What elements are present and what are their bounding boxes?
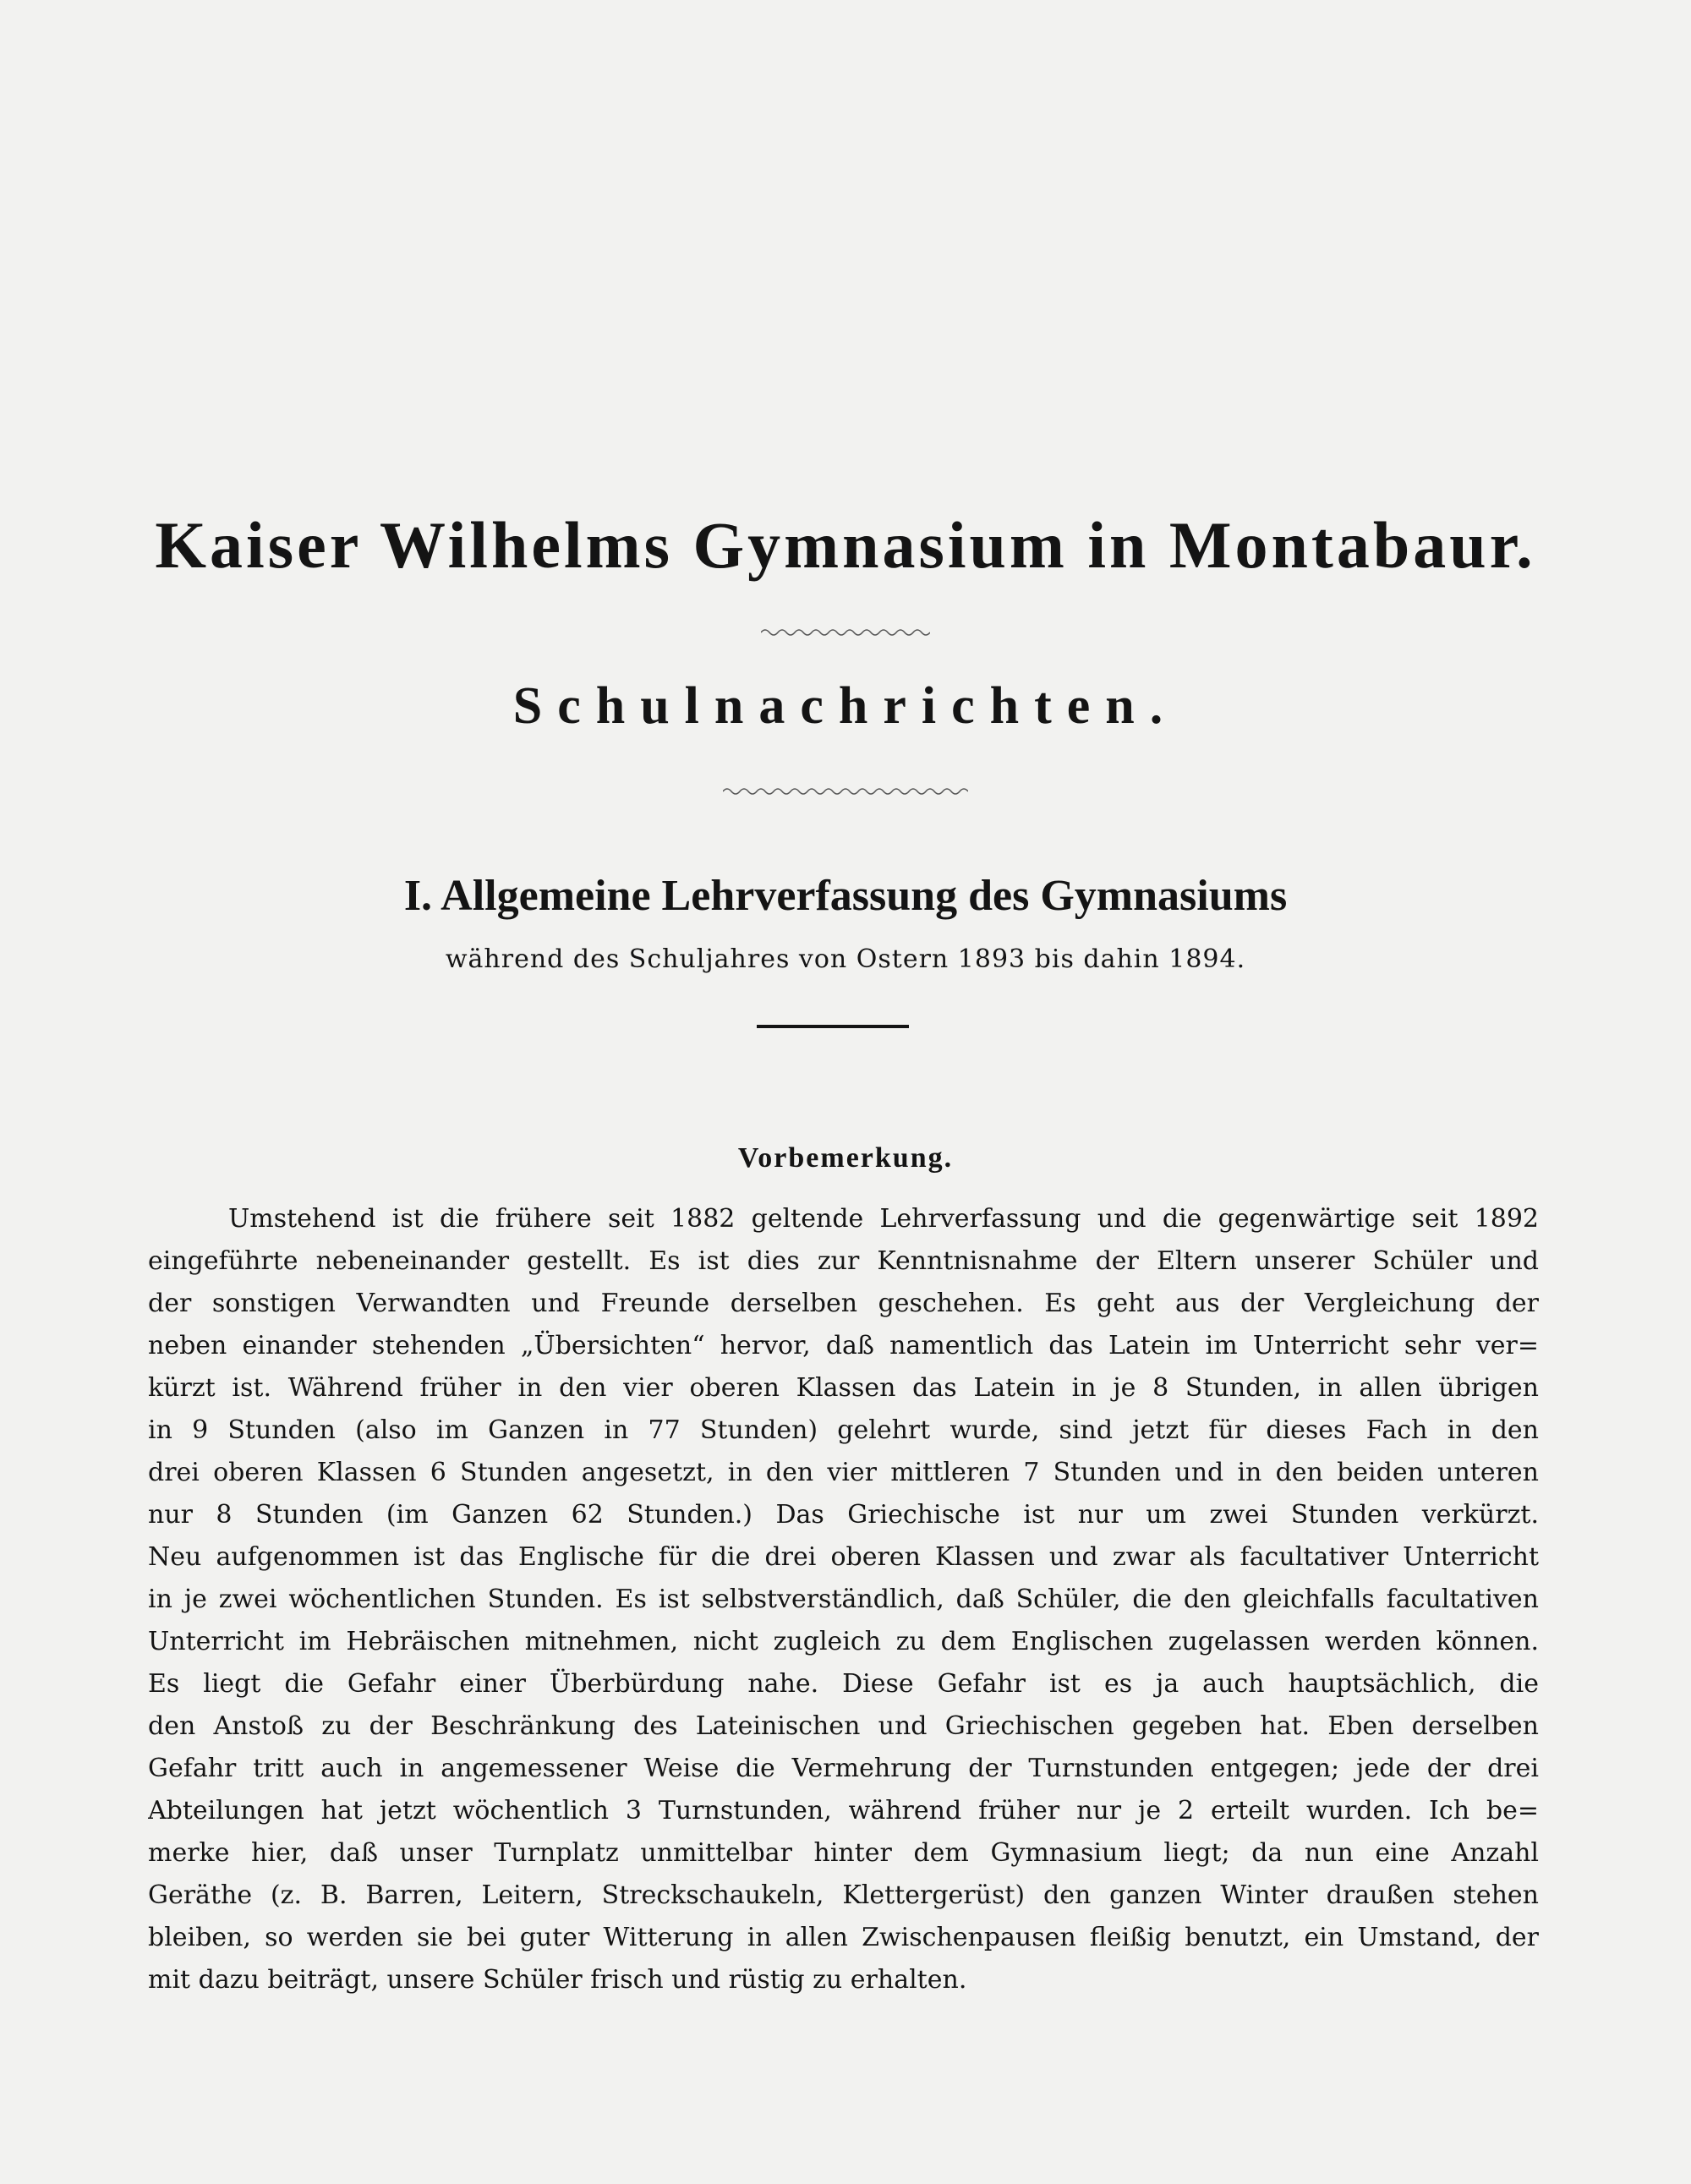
section-heading: I. Allgemeine Lehrverfassung des Gymnasiums [403, 872, 1288, 920]
text-line: Gefahr tritt auch in angemessener Weise die Vermehrung der Turnstunden entgegen; jede der drei [148, 1754, 1539, 1783]
text-line: kürzt ist. Während früher in den vier oberen Klassen das Latein in je 8 Stunden, in allen übrigen [148, 1373, 1539, 1403]
remark-body [148, 1198, 1539, 2001]
text-line: Umstehend ist die frühere seit 1882 geltende Lehrverfassung und die gegenwärtige seit 1892 [228, 1204, 1539, 1234]
wavy-divider [0, 785, 1691, 801]
text-line: Es liegt die Gefahr einer Überbürdung nahe. Diese Gefahr ist es ja auch hauptsächlich, die [148, 1669, 1539, 1699]
text-line: merke hier, daß unser Turnplatz unmittelbar hinter dem Gymnasium liegt; da nun eine Anzahl [148, 1838, 1539, 1868]
text-line: Neu aufgenommen ist das Englische für die drei oberen Klassen und zwar als facultativer Unterricht [148, 1542, 1539, 1572]
remark-heading: Vorbemerkung. [737, 1142, 954, 1174]
text-line: eingeführte nebeneinander gestellt. Es ist dies zur Kenntnisnahme der Eltern unserer Schüler und [148, 1246, 1539, 1276]
document-subtitle: Schulnachrichten. [512, 677, 1179, 735]
text-line: in 9 Stunden (also im Ganzen in 77 Stunden) gelehrt wurde, sind jetzt für dieses Fach in den [148, 1415, 1539, 1445]
wavy-divider [0, 626, 1691, 642]
text-line: mit dazu beiträgt, unsere Schüler frisch und rüstig zu erhalten. [148, 1965, 967, 1995]
text-line: Unterricht im Hebräischen mitnehmen, nicht zugleich zu dem Englischen zugelassen werden können. [148, 1627, 1539, 1656]
document-title: Kaiser Wilhelms Gymnasium in Montabaur. [155, 508, 1536, 582]
text-line: Abteilungen hat jetzt wöchentlich 3 Turnstunden, während früher nur je 2 erteilt wurden. Ich be= [148, 1796, 1539, 1825]
text-line: der sonstigen Verwandten und Freunde derselben geschehen. Es geht aus der Vergleichung der [148, 1289, 1539, 1318]
text-line: bleiben, so werden sie bei guter Witterung in allen Zwischenpausen fleißig benutzt, ein Umstand, der [148, 1923, 1539, 1952]
text-line: Geräthe (z. B. Barren, Leitern, Streckschaukeln, Klettergerüst) den ganzen Winter draußen stehen [148, 1880, 1539, 1910]
text-line: den Anstoß zu der Beschränkung des Lateinischen und Griechischen gegeben hat. Eben derselben [148, 1711, 1539, 1741]
horizontal-rule [757, 1025, 909, 1028]
text-line: drei oberen Klassen 6 Stunden angesetzt, in den vier mittleren 7 Stunden und in den beiden unteren [148, 1458, 1539, 1487]
text-line: nur 8 Stunden (im Ganzen 62 Stunden.) Das Griechische ist nur um zwei Stunden verkürzt. [148, 1500, 1539, 1530]
text-line: in je zwei wöchentlichen Stunden. Es ist selbstverständlich, daß Schüler, die den gleichfalls facultativen [148, 1585, 1539, 1614]
text-line: neben einander stehenden „Übersichten“ hervor, daß namentlich das Latein im Unterricht sehr ver= [148, 1331, 1539, 1360]
section-subheading: während des Schuljahres von Ostern 1893 bis dahin 1894. [445, 944, 1246, 974]
